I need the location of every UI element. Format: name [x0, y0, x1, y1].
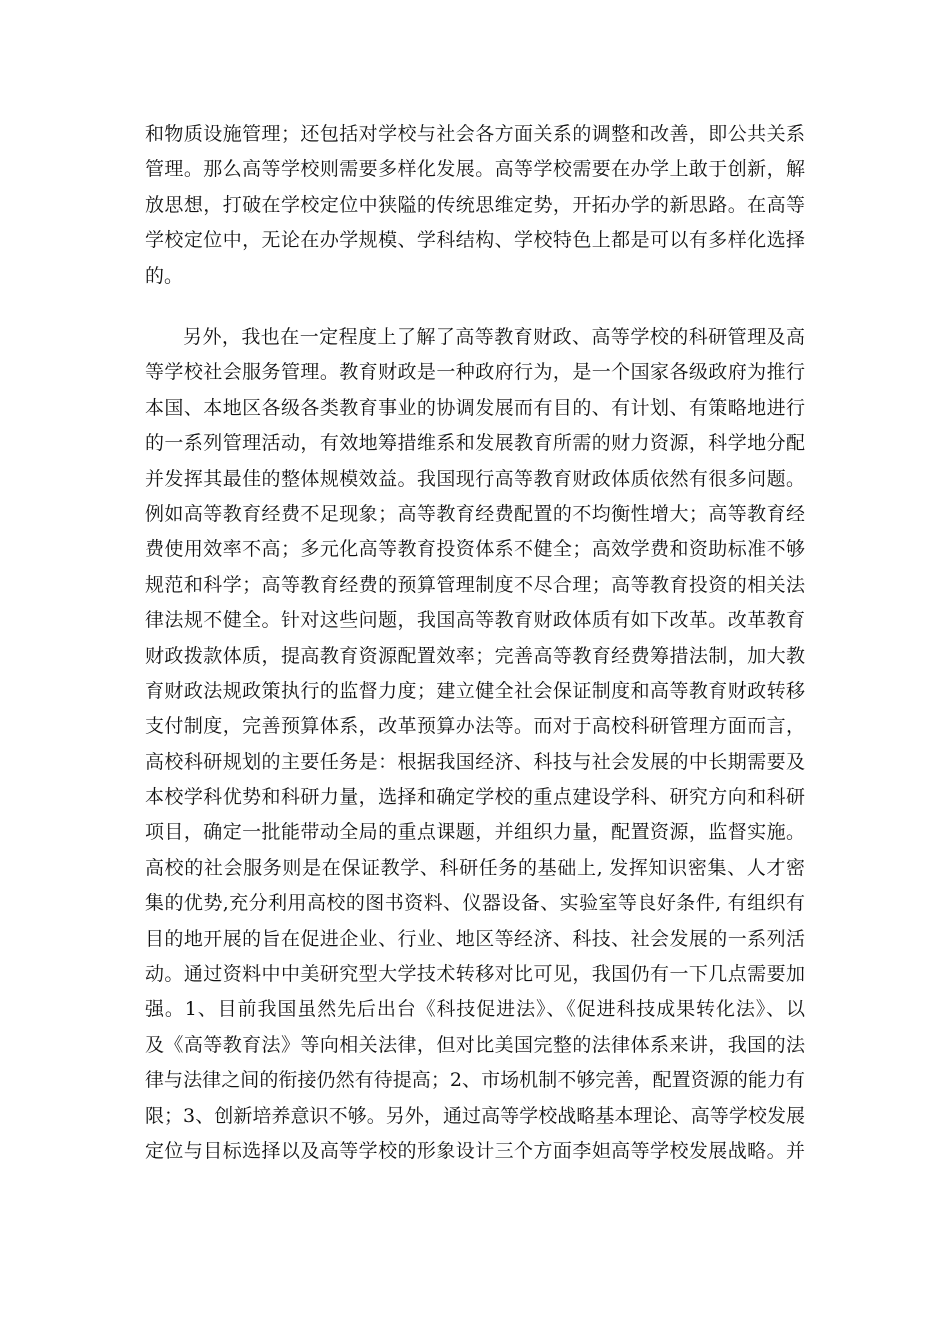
text-line: 另外，我也在一定程度上了解了高等教育财政、高等学校的科研管理及高 [183, 326, 805, 348]
text-line: 项目，确定一批能带动全局的重点课题，并组织力量，配置资源，监督实施。 [145, 821, 805, 844]
paragraph-2 [145, 320, 805, 1169]
text-line: 和物质设施管理；还包括对学校与社会各方面关系的调整和改善，即公共关系 [145, 123, 805, 145]
text-line: 财政拨款体质，提高教育资源配置效率；完善高等教育经费筹措法制，加大教 [145, 644, 805, 667]
text-line: 及《高等教育法》等向相关法律，但对比美国完整的法律体系来讲，我国的法 [145, 1033, 805, 1056]
text-line: 的。 [145, 264, 184, 287]
text-line: 高校的社会服务则是在保证教学、科研任务的基础上, 发挥知识密集、人才密 [145, 856, 805, 879]
text-line: 等学校社会服务管理。教育财政是一种政府行为，是一个国家各级政府为推行 [145, 361, 805, 384]
text-line: 规范和科学；高等教育经费的预算管理制度不尽合理；高等教育投资的相关法 [145, 573, 805, 596]
paragraph-1 [145, 117, 805, 294]
text-line: 支付制度，完善预算体系，改革预算办法等。而对于高校科研管理方面而言， [145, 715, 805, 738]
text-line: 目的地开展的旨在促进企业、行业、地区等经济、科技、社会发展的一系列活 [145, 927, 805, 950]
text-line: 管理。那么高等学校则需要多样化发展。高等学校需要在办学上敢于创新，解 [145, 158, 805, 181]
text-line: 集的优势,充分利用高校的图书资料、仪器设备、实验室等良好条件, 有组织有 [145, 892, 805, 915]
text-line: 例如高等教育经费不足现象；高等教育经费配置的不均衡性增大；高等教育经 [145, 502, 805, 525]
text-line: 动。通过资料中中美研究型大学技术转移对比可见，我国仍有一下几点需要加 [145, 963, 805, 986]
text-line: 律与法律之间的衔接仍然有待提高；2、市场机制不够完善，配置资源的能力有 [145, 1069, 805, 1092]
text-line: 费使用效率不高；多元化高等教育投资体系不健全；高效学费和资助标准不够 [145, 538, 805, 561]
text-line: 放思想，打破在学校定位中狭隘的传统思维定势，开拓办学的新思路。在高等 [145, 193, 805, 216]
text-line: 限；3、创新培养意识不够。另外，通过高等学校战略基本理论、高等学校发展 [145, 1104, 805, 1127]
text-line: 定位与目标选择以及高等学校的形象设计三个方面李妲高等学校发展战略。并 [145, 1139, 805, 1162]
text-line: 强。1、目前我国虽然先后出台《科技促进法》、《促进科技成果转化法》、以 [145, 998, 805, 1021]
text-line: 本国、本地区各级各类教育事业的协调发展而有目的、有计划、有策略地进行 [145, 396, 805, 419]
text-line: 律法规不健全。针对这些问题，我国高等教育财政体质有如下改革。改革教育 [145, 609, 805, 632]
text-line: 高校科研规划的主要任务是：根据我国经济、科技与社会发展的中长期需要及 [145, 750, 805, 773]
text-line: 学校定位中，无论在办学规模、学科结构、学校特色上都是可以有多样化选择 [145, 229, 805, 252]
text-line: 的一系列管理活动，有效地筹措维系和发展教育所需的财力资源，科学地分配 [145, 432, 805, 455]
text-line: 并发挥其最佳的整体规模效益。我国现行高等教育财政体质依然有很多问题。 [145, 467, 805, 490]
text-line: 育财政法规政策执行的监督力度；建立健全社会保证制度和高等教育财政转移 [145, 679, 805, 702]
text-line: 本校学科优势和科研力量，选择和确定学校的重点建设学科、研究方向和科研 [145, 786, 805, 809]
